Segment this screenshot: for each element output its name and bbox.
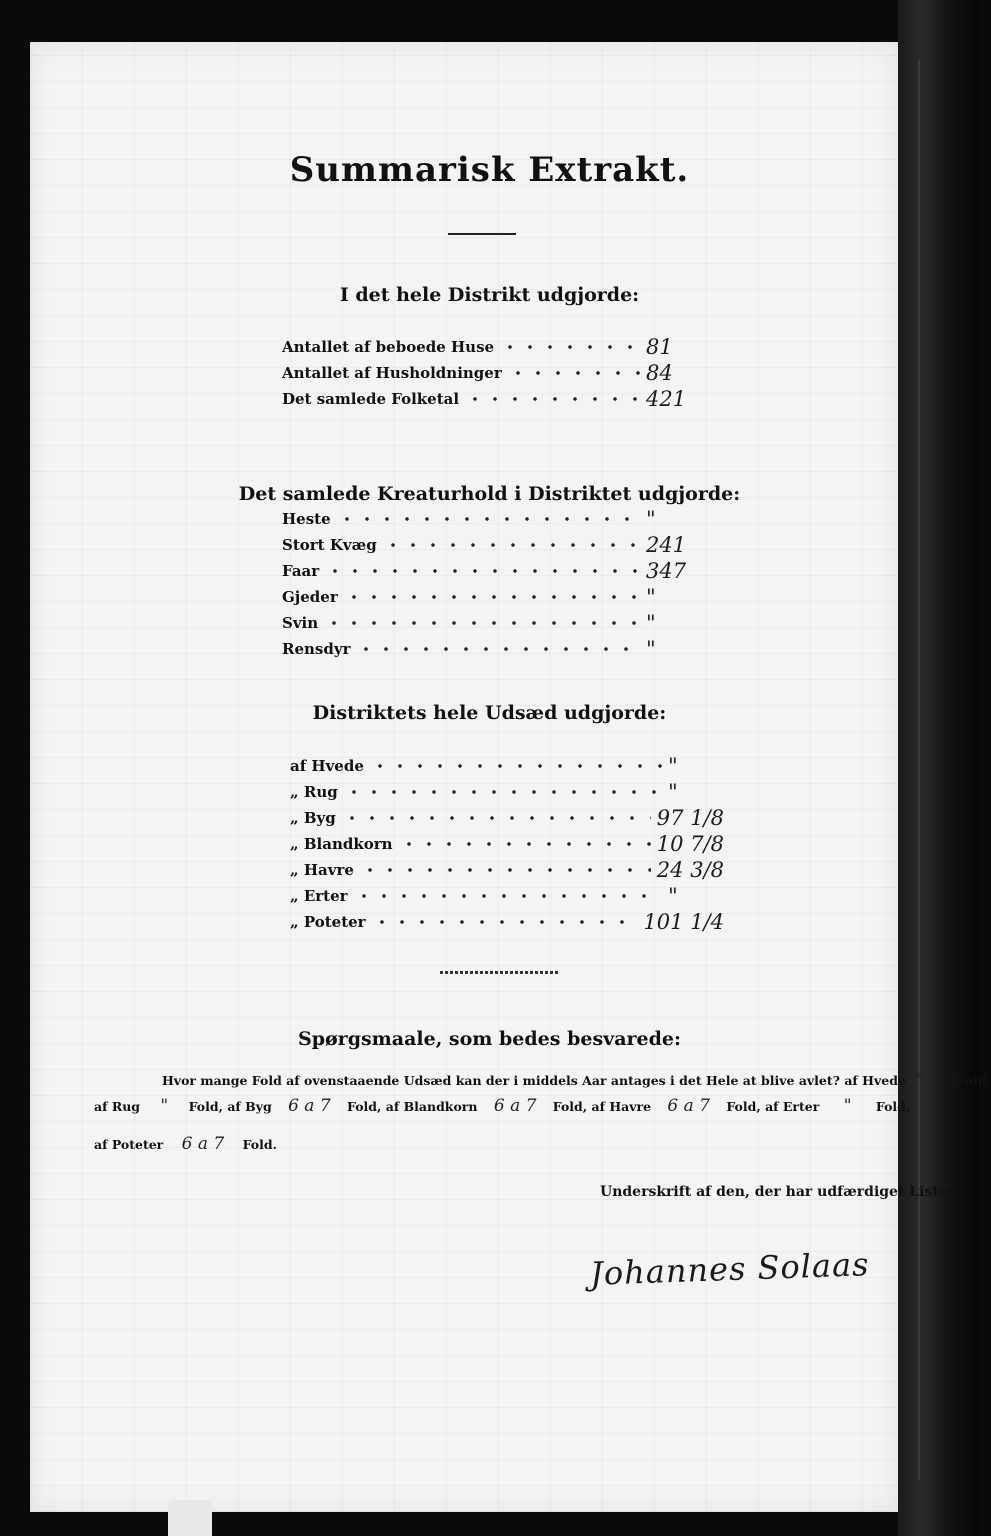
- leader-dots: [508, 371, 640, 375]
- row-value: ": [668, 754, 678, 778]
- leader-dots: [399, 842, 651, 846]
- label-erter: Fold, af Erter: [726, 1099, 820, 1114]
- row-value: 97 1/8: [656, 806, 724, 830]
- row-blandkorn: [290, 833, 724, 855]
- signature-label: Underskrift af den, der har udfærdiget Listen:: [600, 1184, 964, 1200]
- leader-dots: [360, 868, 651, 872]
- row-value: ": [646, 637, 656, 661]
- label-byg: Fold, af Byg: [188, 1099, 272, 1114]
- row-label: Stort Kvæg: [282, 536, 377, 554]
- leader-dots: [337, 517, 640, 521]
- label-havre: Fold, af Havre: [552, 1099, 652, 1114]
- fold-label: Fold,: [875, 1099, 911, 1114]
- row-label: „ Blandkorn: [290, 835, 393, 853]
- fold-label: Fold.: [242, 1137, 277, 1152]
- question-text: Hvor mange Fold af ovenstaaende Udsæd kan der i middels Aar antages i det Hele at blive avlet? af Hvede: [162, 1073, 906, 1088]
- row-label: Faar: [282, 562, 320, 580]
- leader-dots: [324, 621, 640, 625]
- row-erter: [290, 885, 724, 907]
- leader-dots: [325, 569, 640, 573]
- row-beboede-huse: [282, 336, 702, 358]
- row-label: „ Byg: [290, 809, 336, 827]
- leader-dots: [344, 790, 662, 794]
- row-label: „ Rug: [290, 783, 338, 801]
- row-value: 241: [646, 533, 687, 557]
- row-byg: [290, 807, 724, 829]
- row-value: 421: [646, 387, 687, 411]
- row-label: Gjeder: [282, 588, 338, 606]
- label-rug: af Rug: [94, 1099, 141, 1114]
- row-rensdyr: [282, 638, 702, 660]
- section1-heading: I det hele Distrikt udgjorde:: [339, 284, 640, 306]
- row-value: 24 3/8: [656, 858, 724, 882]
- row-faar: [282, 560, 702, 582]
- row-label: Rensdyr: [282, 640, 351, 658]
- row-gjeder: [282, 586, 702, 608]
- row-value: 101 1/4: [643, 910, 724, 934]
- spine-edge-line: [918, 60, 920, 1480]
- answer-poteter: 6 a 7: [181, 1134, 225, 1154]
- answer-hvede: ": [916, 1070, 925, 1090]
- leader-dots: [344, 595, 640, 599]
- leader-dots: [356, 647, 640, 651]
- row-rug: [290, 781, 724, 803]
- row-value: ": [668, 884, 678, 908]
- document-page: [30, 42, 898, 1512]
- answer-erter: ": [843, 1096, 852, 1116]
- question-line-1: [162, 1070, 991, 1090]
- section2-heading: Det samlede Kreaturhold i Distriktet udgjorde:: [238, 483, 741, 505]
- row-label: Antallet af Husholdninger: [282, 364, 502, 382]
- row-label: „ Erter: [290, 887, 348, 905]
- section-divider: [440, 971, 560, 974]
- answer-byg: 6 a 7: [288, 1096, 331, 1116]
- row-label: Antallet af beboede Huse: [282, 338, 495, 356]
- row-svin: [282, 612, 702, 634]
- answer-blandkorn: 6 a 7: [493, 1096, 537, 1116]
- question-line-3: [94, 1134, 277, 1154]
- row-value: 347: [646, 559, 687, 583]
- answer-havre: 6 a 7: [667, 1096, 710, 1116]
- row-value: ": [646, 585, 656, 609]
- row-poteter: [290, 911, 724, 933]
- row-value: 81: [646, 335, 673, 359]
- row-value: 84: [646, 361, 673, 385]
- row-folketal: [282, 388, 702, 410]
- row-label: „ Havre: [290, 861, 354, 879]
- leader-dots: [342, 816, 651, 820]
- row-hvede: [290, 755, 724, 777]
- row-label: Heste: [282, 510, 331, 528]
- page-tab: [168, 1500, 212, 1536]
- row-label: „ Poteter: [290, 913, 366, 931]
- leader-dots: [500, 345, 640, 349]
- section3-heading: Distriktets hele Udsæd udgjorde:: [312, 702, 667, 724]
- row-havre: [290, 859, 724, 881]
- leader-dots: [370, 764, 662, 768]
- label-poteter: af Poteter: [94, 1137, 164, 1152]
- page-title: Summarisk Extrakt.: [289, 150, 690, 190]
- row-label: af Hvede: [290, 757, 364, 775]
- row-value: ": [668, 780, 678, 804]
- leader-dots: [372, 920, 638, 924]
- book-spine: [898, 0, 979, 1536]
- handwritten-signature: Johannes Solaas: [589, 1245, 871, 1293]
- question-line-2: [94, 1096, 910, 1116]
- row-label: Det samlede Folketal: [282, 390, 460, 408]
- row-value: ": [646, 507, 656, 531]
- leader-dots: [354, 894, 662, 898]
- row-value: ": [646, 611, 656, 635]
- row-value: 10 7/8: [656, 832, 724, 856]
- label-blandkorn: Fold, af Blandkorn: [347, 1099, 478, 1114]
- questions-heading: Spørgsmaale, som bedes besvarede:: [298, 1028, 681, 1050]
- row-stort-kvaeg: [282, 534, 702, 556]
- row-husholdninger: [282, 362, 702, 384]
- answer-rug: ": [160, 1096, 169, 1116]
- row-heste: [282, 508, 702, 530]
- leader-dots: [383, 543, 640, 547]
- leader-dots: [465, 397, 640, 401]
- fold-label: Fold,: [956, 1073, 991, 1088]
- row-label: Svin: [282, 614, 319, 632]
- title-divider: [448, 233, 516, 235]
